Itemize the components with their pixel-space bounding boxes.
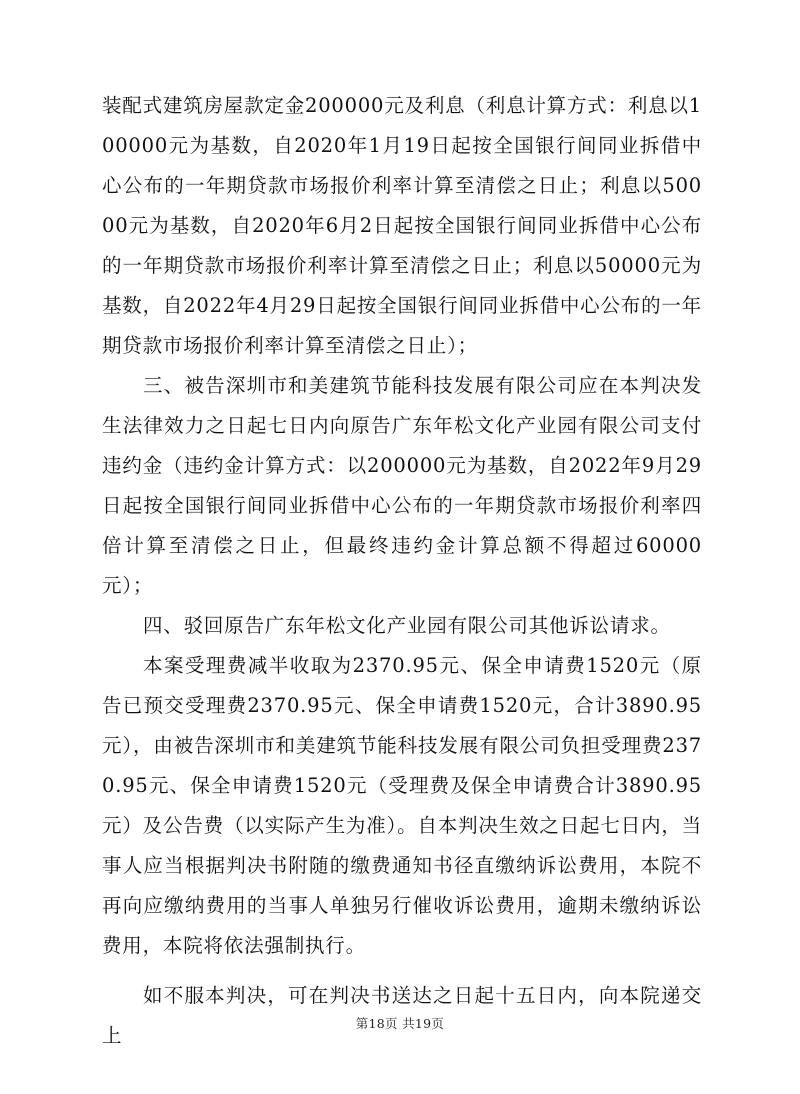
- paragraph-item-four-dismissal: 四、驳回原告广东年松文化产业园有限公司其他诉讼请求。: [143, 614, 671, 637]
- paragraph-appeal-notice: 如不服本判决，可在判决书送达之日起十五日内，向本院递交上: [102, 984, 702, 1047]
- paragraph-interest-terms: 装配式建筑房屋款定金200000元及利息（利息计算方式：利息以100000元为基数，自2020年1月19日起按全国银行间同业拆借中心公布的一年期贷款市场报价利率计算至清偿之日止；利息以50000元为基数，自2020年6月2日起按全国银行间同业拆借中心公布的一年期贷款市场报价利率计算至清偿之日止；利息以50000元为基数，自2022年4月29日起按全国银行间同业拆借中心公布的一年期贷款市场报价利率计算至清偿之日止）；: [102, 94, 702, 357]
- paragraph-item-three-penalty: 三、被告深圳市和美建筑节能科技发展有限公司应在本判决发生法律效力之日起七日内向原告广东年松文化产业园有限公司支付违约金（违约金计算方式：以200000元为基数，自2022年9月29日起按全国银行间同业拆借中心公布的一年期贷款市场报价利率四倍计算至清偿之日止，但最终违约金计算总额不得超过60000元）；: [102, 374, 702, 597]
- judgment-body: [102, 86, 702, 1056]
- page-number-footer: 第18页 共19页: [355, 1016, 445, 1031]
- paragraph-litigation-costs: 本案受理费减半收取为2370.95元、保全申请费1520元（原告已预交受理费2370.95元、保全申请费1520元，合计3890.95元），由被告深圳市和美建筑节能科技发展有限公司负担受理费2370.95元、保全申请费1520元（受理费及保全申请费合计3890.95元）及公告费（以实际产生为准）。自本判决生效之日起七日内，当事人应当根据判决书附随的缴费通知书径直缴纳诉讼费用，本院不再向应缴纳费用的当事人单独另行催收诉讼费用，逾期未缴纳诉讼费用，本院将依法强制执行。: [102, 654, 702, 957]
